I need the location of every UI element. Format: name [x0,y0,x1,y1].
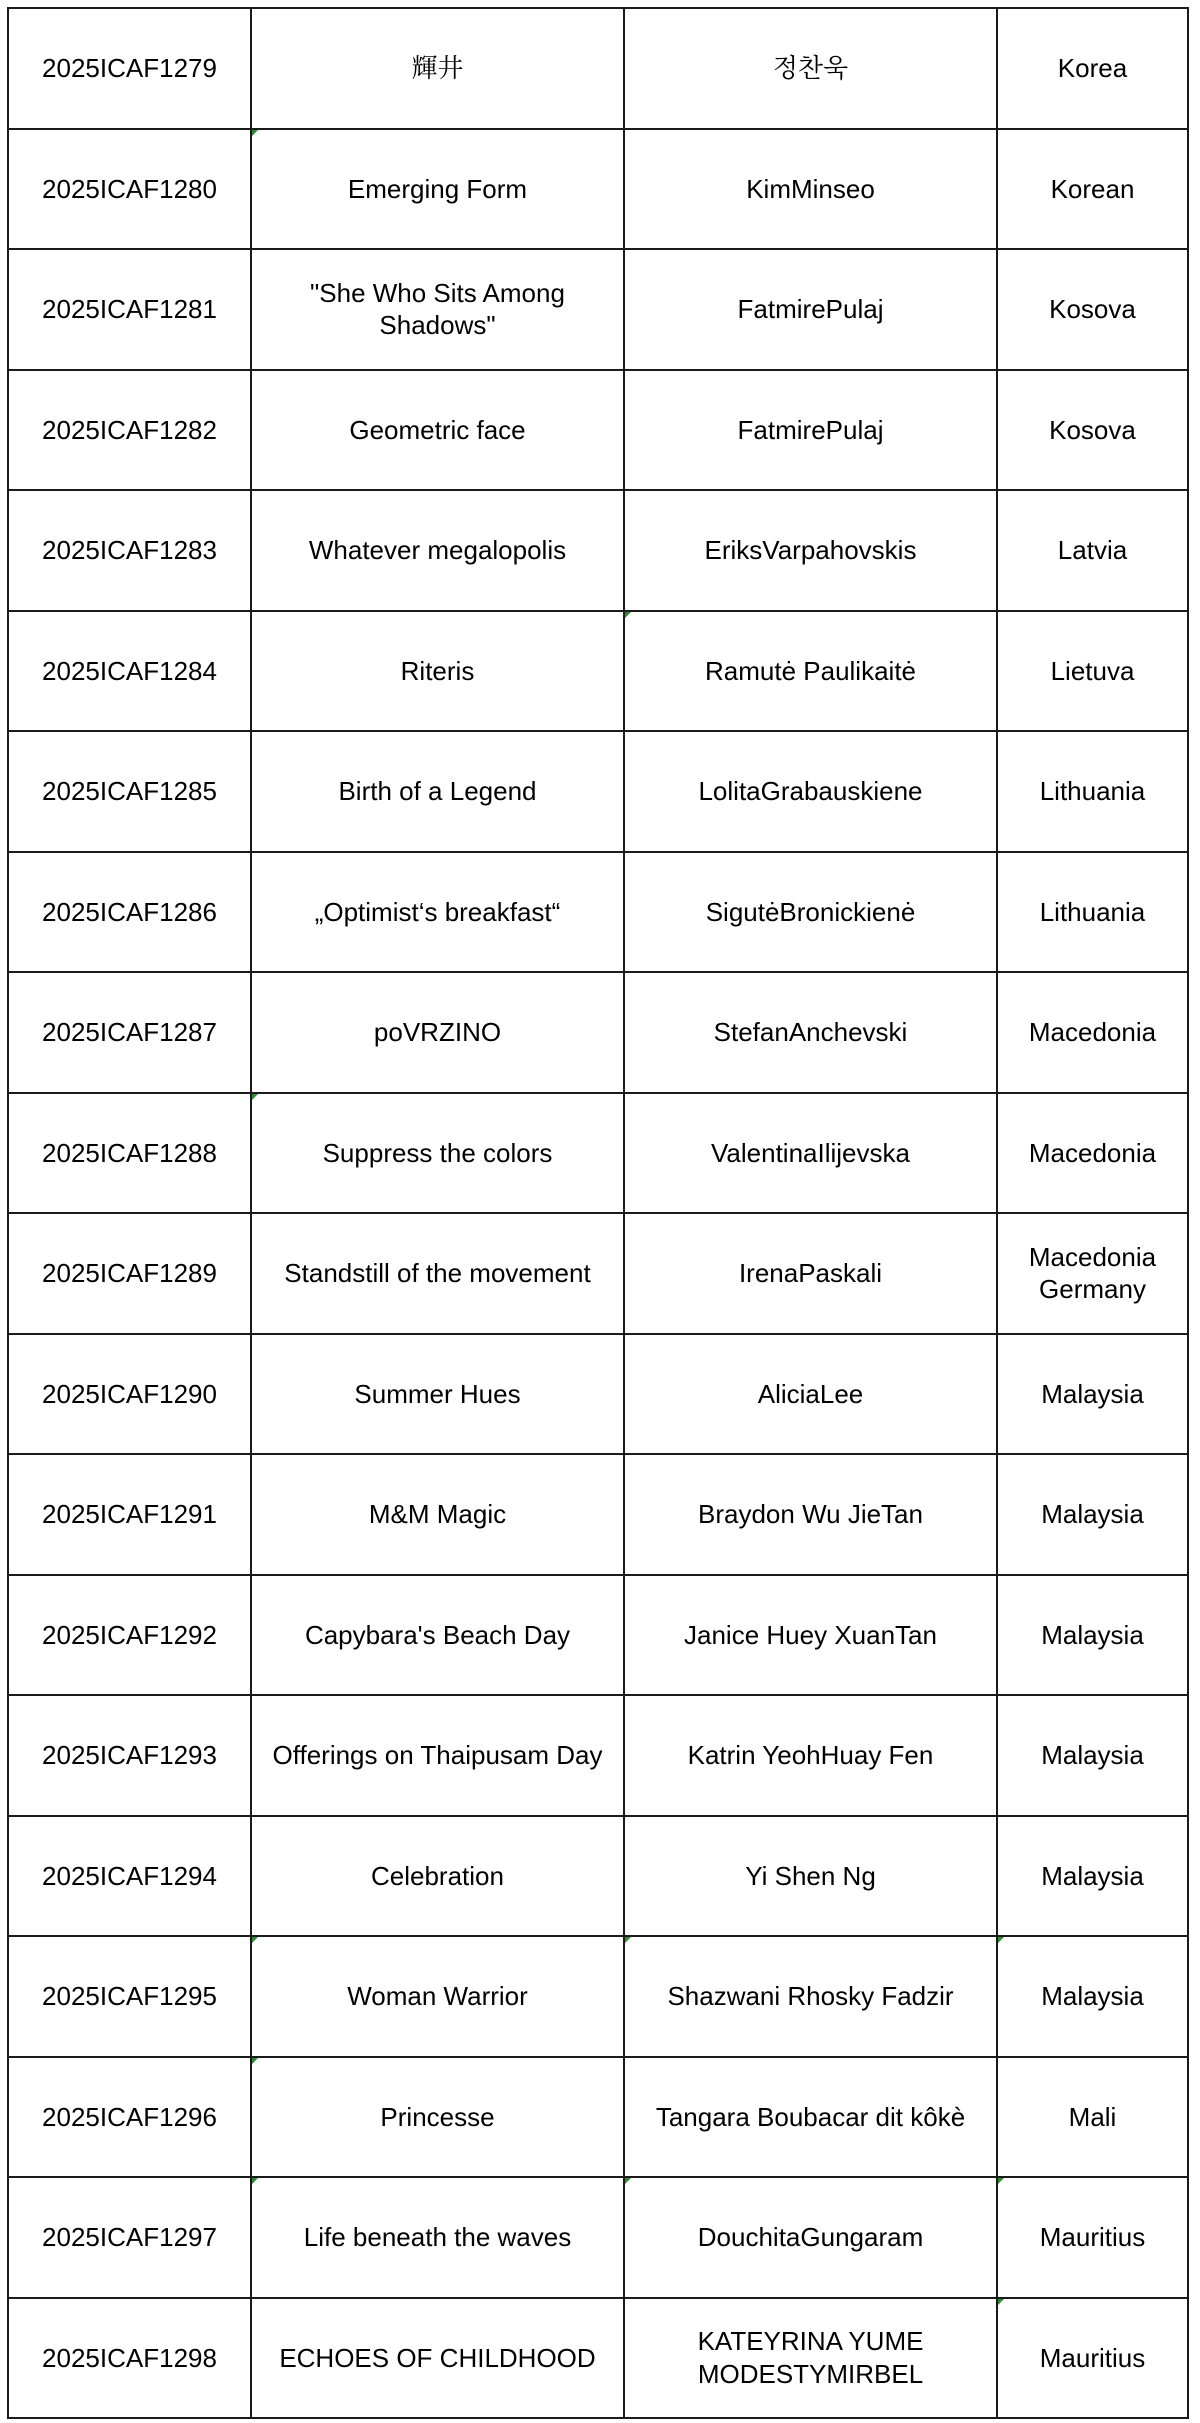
artist-name-cell: FatmirePulaj [624,370,997,491]
artist-name-cell: Katrin YeohHuay Fen [624,1695,997,1816]
table-row [8,972,1188,1093]
artist-name-cell: FatmirePulaj [624,249,997,370]
artwork-title-cell: 輝井 [251,8,624,129]
table-row [8,611,1188,732]
entry-id-cell: 2025ICAF1285 [8,731,251,852]
country-cell: Korean [997,129,1188,250]
artist-name-cell: StefanAnchevski [624,972,997,1093]
artwork-title-cell: Life beneath the waves [251,2177,624,2298]
entry-id-cell: 2025ICAF1294 [8,1816,251,1937]
entry-id-cell: 2025ICAF1279 [8,8,251,129]
country-cell: Lietuva [997,611,1188,732]
country-cell: Kosova [997,249,1188,370]
artwork-title-cell: Offerings on Thaipusam Day [251,1695,624,1816]
country-cell: Macedonia [997,1093,1188,1214]
table-row [8,2177,1188,2298]
country-cell: Latvia [997,490,1188,611]
table-row [8,852,1188,973]
entry-id-cell: 2025ICAF1282 [8,370,251,491]
artwork-title-cell: "She Who Sits Among Shadows" [251,249,624,370]
country-cell: Korea [997,8,1188,129]
artist-name-cell: Janice Huey XuanTan [624,1575,997,1696]
artwork-title-cell: ECHOES OF CHILDHOOD [251,2298,624,2419]
artwork-title-cell: Woman Warrior [251,1936,624,2057]
artist-name-cell: SigutėBronickienė [624,852,997,973]
table-row [8,249,1188,370]
country-cell: Malaysia [997,1816,1188,1937]
artwork-title-cell: Whatever megalopolis [251,490,624,611]
artwork-title-cell: Princesse [251,2057,624,2178]
table-row [8,731,1188,852]
table-row [8,2298,1188,2419]
entry-id-cell: 2025ICAF1286 [8,852,251,973]
entry-id-cell: 2025ICAF1292 [8,1575,251,1696]
entry-id-cell: 2025ICAF1298 [8,2298,251,2419]
artist-name-cell: DouchitaGungaram [624,2177,997,2298]
table-row [8,1093,1188,1214]
table-row [8,8,1188,129]
table-row [8,129,1188,250]
entries-table [7,7,1189,2419]
entry-id-cell: 2025ICAF1283 [8,490,251,611]
artist-name-cell: Braydon Wu JieTan [624,1454,997,1575]
entry-id-cell: 2025ICAF1284 [8,611,251,732]
table-row [8,2057,1188,2178]
artist-name-cell: LolitaGrabauskiene [624,731,997,852]
artwork-title-cell: Suppress the colors [251,1093,624,1214]
country-cell: Malaysia [997,1575,1188,1696]
entry-id-cell: 2025ICAF1295 [8,1936,251,2057]
artwork-title-cell: Capybara's Beach Day [251,1575,624,1696]
table-row [8,1936,1188,2057]
artist-name-cell: Tangara Boubacar dit kôkè [624,2057,997,2178]
artwork-title-cell: poVRZINO [251,972,624,1093]
country-cell: Kosova [997,370,1188,491]
artist-name-cell: EriksVarpahovskis [624,490,997,611]
artwork-title-cell: M&M Magic [251,1454,624,1575]
entry-id-cell: 2025ICAF1287 [8,972,251,1093]
artist-name-cell: AliciaLee [624,1334,997,1455]
artwork-title-cell: Celebration [251,1816,624,1937]
country-cell: Malaysia [997,1695,1188,1816]
country-cell: Macedonia [997,972,1188,1093]
artwork-title-cell: Emerging Form [251,129,624,250]
artist-name-cell: Shazwani Rhosky Fadzir [624,1936,997,2057]
country-cell: Lithuania [997,852,1188,973]
entry-id-cell: 2025ICAF1281 [8,249,251,370]
entry-id-cell: 2025ICAF1296 [8,2057,251,2178]
entry-id-cell: 2025ICAF1290 [8,1334,251,1455]
table-row [8,1213,1188,1334]
artwork-title-cell: Riteris [251,611,624,732]
table-row [8,1816,1188,1937]
artist-name-cell: ValentinaIlijevska [624,1093,997,1214]
artist-name-cell: KATEYRINA YUME MODESTYMIRBEL [624,2298,997,2419]
entry-id-cell: 2025ICAF1288 [8,1093,251,1214]
artwork-title-cell: Geometric face [251,370,624,491]
artwork-title-cell: Standstill of the movement [251,1213,624,1334]
table-row [8,1454,1188,1575]
country-cell: Mali [997,2057,1188,2178]
country-cell: Malaysia [997,1454,1188,1575]
entry-id-cell: 2025ICAF1280 [8,129,251,250]
table-row [8,1334,1188,1455]
artwork-title-cell: „Optimist‘s breakfast“ [251,852,624,973]
entry-id-cell: 2025ICAF1297 [8,2177,251,2298]
table-row [8,490,1188,611]
artwork-title-cell: Summer Hues [251,1334,624,1455]
entry-id-cell: 2025ICAF1291 [8,1454,251,1575]
country-cell: Mauritius [997,2177,1188,2298]
artist-name-cell: KimMinseo [624,129,997,250]
artwork-title-cell: Birth of a Legend [251,731,624,852]
table-row [8,1575,1188,1696]
entry-id-cell: 2025ICAF1289 [8,1213,251,1334]
country-cell: Malaysia [997,1936,1188,2057]
country-cell: Macedonia Germany [997,1213,1188,1334]
country-cell: Lithuania [997,731,1188,852]
table-row [8,370,1188,491]
artist-name-cell: IrenaPaskali [624,1213,997,1334]
artist-name-cell: Ramutė Paulikaitė [624,611,997,732]
artist-name-cell: Yi Shen Ng [624,1816,997,1937]
entry-id-cell: 2025ICAF1293 [8,1695,251,1816]
table-row [8,1695,1188,1816]
country-cell: Malaysia [997,1334,1188,1455]
country-cell: Mauritius [997,2298,1188,2419]
artist-name-cell: 정찬욱 [624,8,997,129]
